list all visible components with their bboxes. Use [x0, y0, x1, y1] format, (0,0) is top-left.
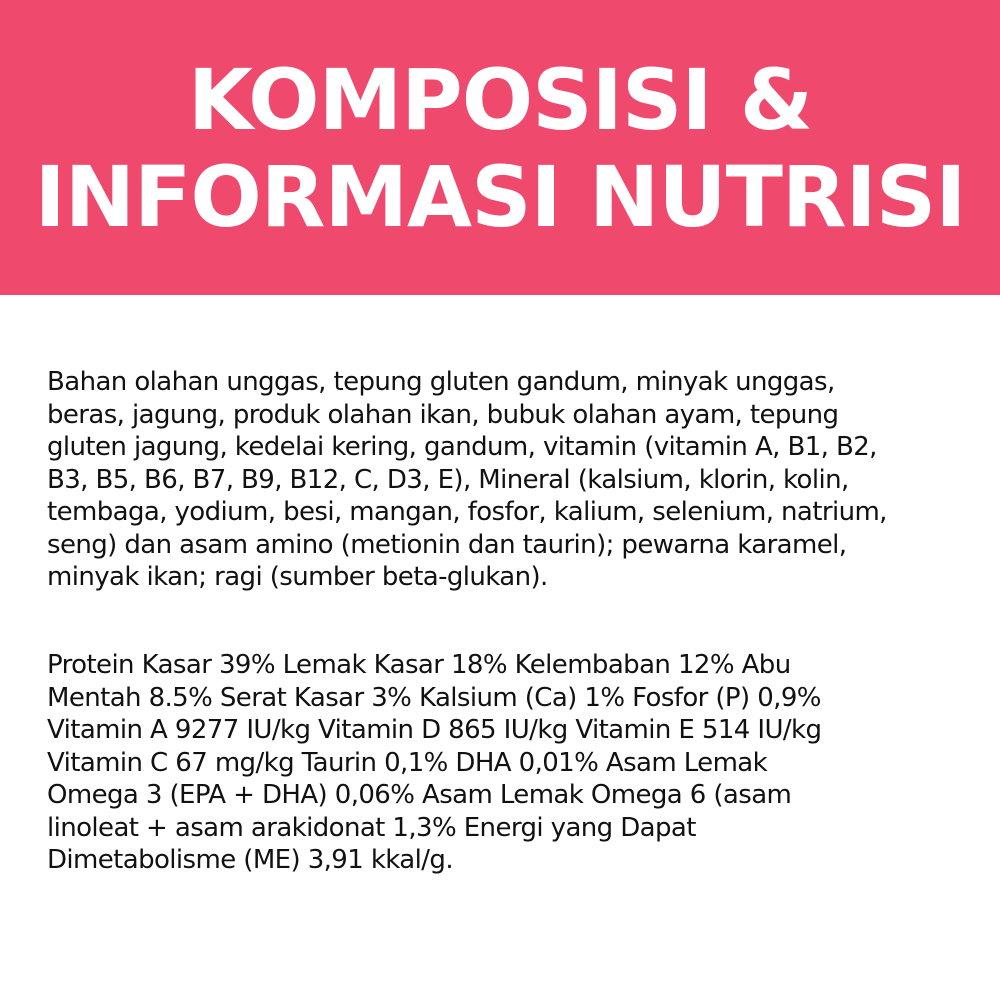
ingredients-paragraph: Bahan olahan unggas, tepung gluten gandum, minyak unggas, beras, jagung, produk olahan ikan, bubuk olahan ayam, tepung gluten jagung, kedelai kering, gandum, vitamin (vitamin A, B1, B2, B3, B5, B6, B7, B9, B12, C, D3, E), Mineral (kalsium, klorin, kolin, tembaga, yodium, besi, mangan, fosfor, kalium, selenium, natrium, seng) dan asam amino (metionin dan taurin); pewarna karamel, minyak ikan; ragi (sumber beta-glukan).	[47, 367, 887, 592]
nutrition-paragraph: Protein Kasar 39% Lemak Kasar 18% Kelembaban 12% Abu Mentah 8.5% Serat Kasar 3% Kalsium (Ca) 1% Fosfor (P) 0,9% Vitamin A 9277 IU/kg Vitamin D 865 IU/kg Vitamin E 514 IU/kg Vitamin C 67 mg/kg Taurin 0,1% DHA 0,01% Asam Lemak Omega 3 (EPA + DHA) 0,06% Asam Lemak Omega 6 (asam linoleat + asam arakidonat 1,3% Energi yang Dapat Dimetabolisme (ME) 3,91 kkal/g.	[47, 650, 822, 875]
page-title-line-1: KOMPOSISI &	[187, 51, 813, 149]
title-banner	[0, 0, 1000, 295]
page-title-line-2: INFORMASI NUTRISI	[34, 148, 966, 246]
